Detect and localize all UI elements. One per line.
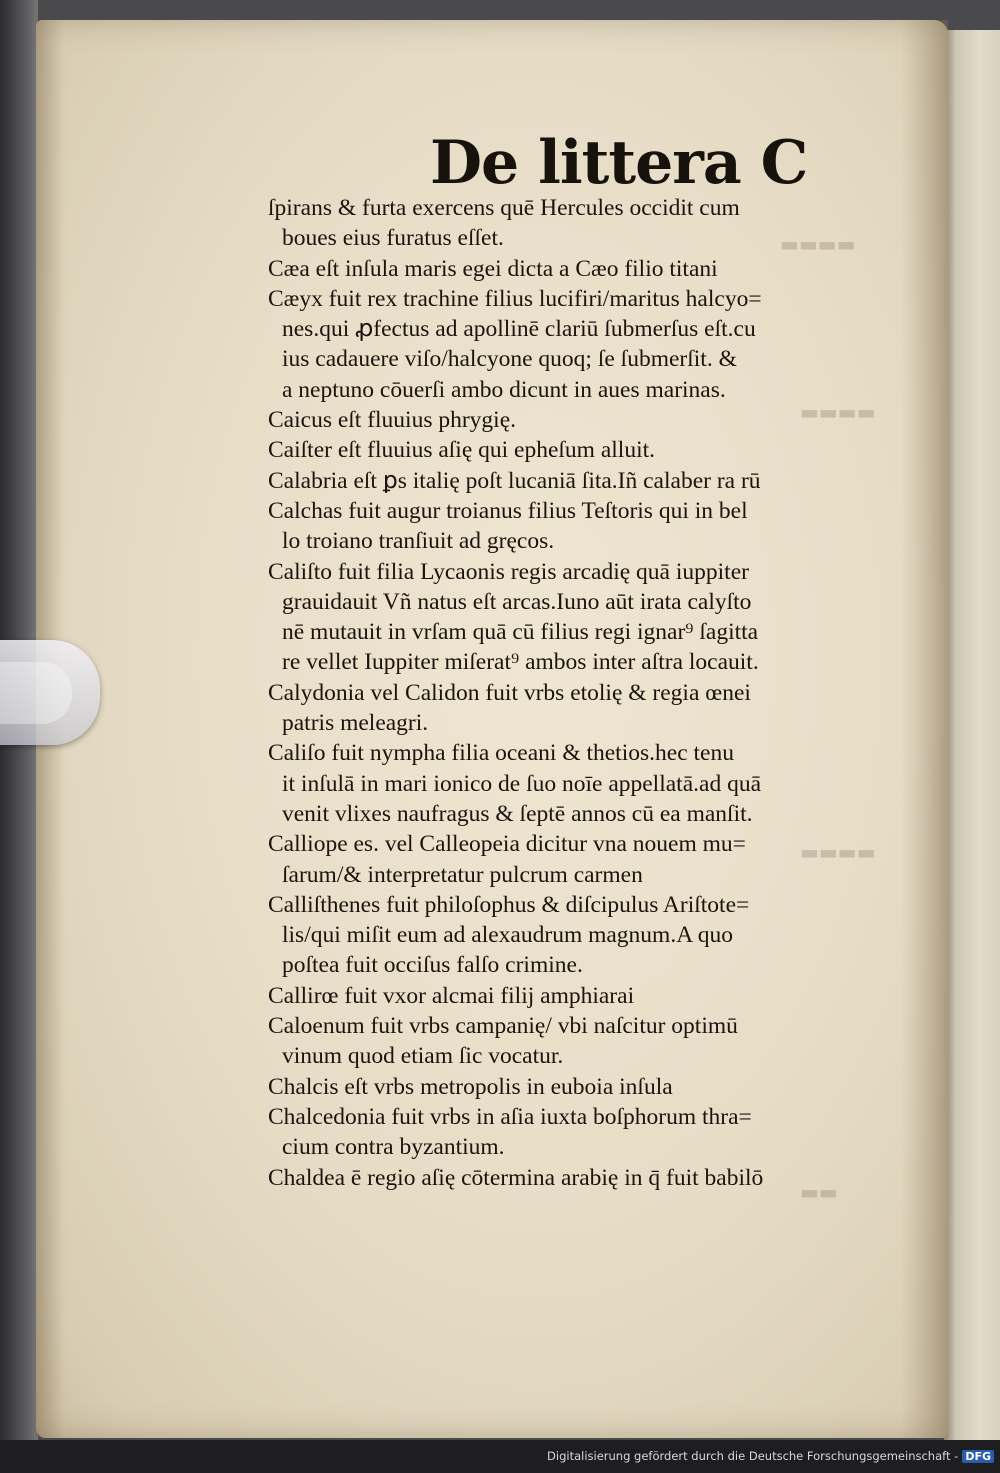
text-line: Cæa eſt inſula maris egei dicta a Cæo filio titani	[268, 255, 718, 282]
show-through: ▬▬▬▬	[800, 840, 876, 864]
text-line: Chaldea ē regio aſię cōtermina arabię in q̄ fuit babilō	[268, 1164, 764, 1191]
show-through: ▬▬▬▬	[800, 400, 876, 424]
digitization-credit	[547, 1449, 994, 1463]
text-line: Calliope es. vel Calleopeia dicitur vna nouem mu=	[268, 831, 746, 858]
text-line: cium contra byzantium.	[282, 1134, 505, 1161]
show-through: ▬▬▬▬	[780, 232, 856, 256]
text-line: nes.qui ꝓfectus ad apollinē clariū ſubmerſus eſt.cu	[282, 316, 756, 343]
text-line: Callirœ fuit vxor alcmai filij amphiarai	[268, 982, 635, 1009]
text-line: Chalcedonia fuit vrbs in aſia iuxta boſphorum thra=	[268, 1103, 752, 1130]
page-heading: De littera C	[430, 128, 808, 198]
text-line: Calliſthenes fuit philoſophus & diſcipulus Ariſtote=	[268, 891, 750, 918]
text-line: boues eius furatus eſſet.	[282, 225, 504, 252]
text-line: nē mutauit in vrſam quā cū filius regi ignar⁹ ſagitta	[282, 619, 759, 646]
text-line: vinum quod etiam ſic vocatur.	[282, 1043, 564, 1070]
text-line: a neptuno cōuerſi ambo dicunt in aues marinas.	[282, 376, 726, 403]
plastic-clip-highlight	[0, 662, 72, 724]
text-line: Calydonia vel Calidon fuit vrbs etolię & regia œnei	[268, 679, 751, 706]
text-line: Caloenum fuit vrbs campanię/ vbi naſcitur optimū	[268, 1013, 738, 1040]
text-line: patris meleagri.	[282, 710, 429, 737]
text-line: Caiſter eſt fluuius aſię qui epheſum alluit.	[268, 437, 656, 464]
text-line: lo troiano tranſiuit ad gręcos.	[282, 528, 555, 555]
text-line: ſarum/& interpretatur pulcrum carmen	[282, 861, 643, 888]
text-line: Calabria eſt ꝑs italię poſt lucaniā ſita.Iñ calaber ra rū	[268, 467, 761, 494]
facing-page-edge	[944, 30, 1000, 1450]
text-line: lis/qui miſit eum ad alexaudrum magnum.A quo	[282, 922, 734, 949]
text-line: Caliſto fuit filia Lycaonis regis arcadię quā iuppiter	[268, 558, 749, 585]
text-line: Caliſo fuit nympha filia oceani & thetios.hec tenu	[268, 740, 734, 767]
text-line: ſpirans & furta exercens quē Hercules occidit cum	[268, 195, 740, 221]
text-line: Caicus eſt fluuius phrygię.	[268, 407, 517, 434]
page-shadow-right	[900, 20, 948, 1438]
text-line: grauidauit Vñ natus eſt arcas.Iuno aūt irata calyſto	[282, 588, 752, 615]
show-through: ▬▬	[800, 1180, 838, 1204]
text-line: Cæyx fuit rex trachine filius lucifiri/maritus halcyo=	[268, 285, 762, 312]
text-line: Chalcis eſt vrbs metropolis in euboia inſula	[268, 1073, 673, 1100]
text-line: venit vlixes naufragus & ſeptē annos cū ea manſit.	[282, 800, 753, 827]
text-line: it inſulā in mari ionico de ſuo noīe appellatā.ad quā	[282, 770, 761, 797]
dfg-logo: DFG	[962, 1450, 994, 1463]
text-line: re vellet Iuppiter miſerat⁹ ambos inter aſtra locauit.	[282, 649, 759, 676]
text-line: ius cadauere viſo/halcyone quoq; ſe ſubmerſit. &	[282, 346, 737, 373]
text-block	[268, 193, 880, 1193]
text-line: Calchas fuit augur troianus filius Teſtoris qui in bel	[268, 497, 748, 524]
text-line: poſtea fuit occiſus falſo crimine.	[282, 952, 583, 979]
credit-text: Digitalisierung gefördert durch die Deutsche Forschungsgemeinschaft -	[547, 1449, 959, 1463]
